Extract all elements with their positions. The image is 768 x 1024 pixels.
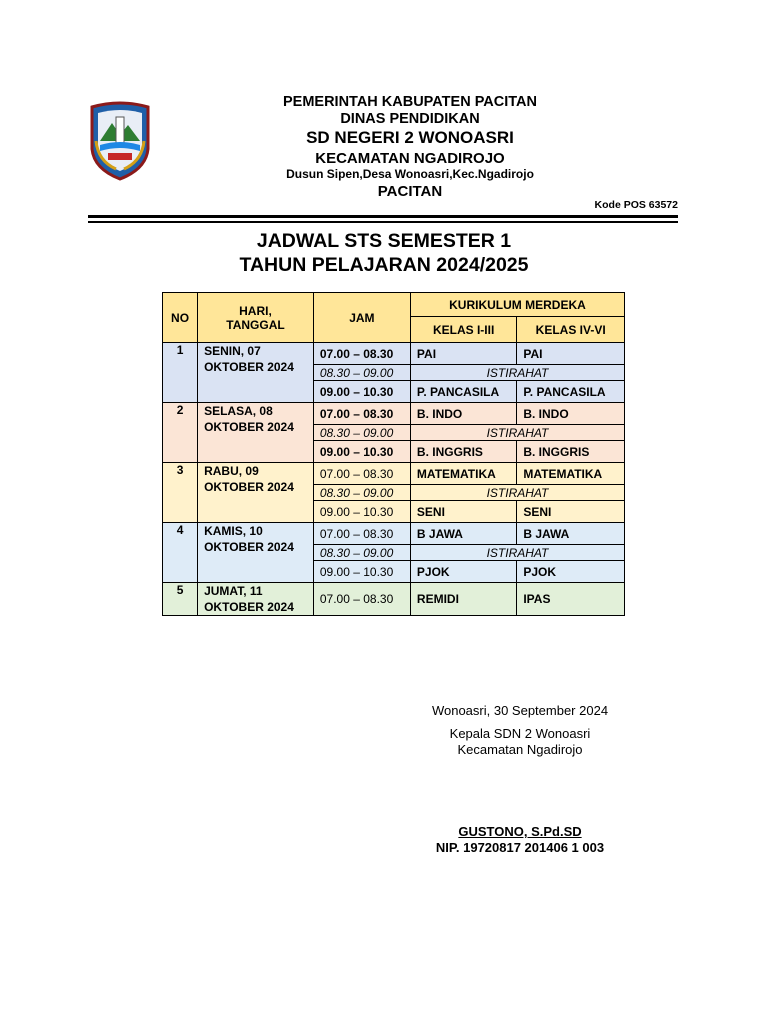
time-slot: 09.00 – 10.30 xyxy=(313,441,410,463)
header-kelas-4-6: KELAS IV-VI xyxy=(517,317,625,343)
document-title: JADWAL STS SEMESTER 1 xyxy=(256,230,512,252)
signature-role-line2: Kecamatan Ngadirojo xyxy=(457,742,583,757)
time-slot: 07.00 – 08.30 xyxy=(313,403,410,425)
time-slot: 07.00 – 08.30 xyxy=(313,463,410,485)
subject-kelas-1-3: SENI xyxy=(410,501,516,523)
kop-government-line: PEMERINTAH KABUPATEN PACITAN xyxy=(282,94,537,110)
day-month: OKTOBER 2024 xyxy=(204,420,294,434)
subject-kelas-4-6: IPAS xyxy=(517,583,625,616)
table-row xyxy=(163,463,625,485)
subject-kelas-4-6: MATEMATIKA xyxy=(517,463,625,485)
day-name: JUMAT, 11 xyxy=(204,584,263,598)
kop-agency-line: DINAS PENDIDIKAN xyxy=(340,111,480,127)
subject-kelas-1-3: B JAWA xyxy=(410,523,516,545)
subject-kelas-4-6: B. INDO xyxy=(517,403,625,425)
header-divider-thick xyxy=(88,215,678,218)
subject-kelas-1-3: P. PANCASILA xyxy=(410,381,516,403)
break-time: 08.30 – 09.00 xyxy=(313,425,410,441)
time-slot: 07.00 – 08.30 xyxy=(313,583,410,616)
day-month: OKTOBER 2024 xyxy=(204,540,294,554)
time-slot: 09.00 – 10.30 xyxy=(313,561,410,583)
kop-city-line: PACITAN xyxy=(377,183,443,200)
subject-kelas-4-6: PAI xyxy=(517,343,625,365)
subject-kelas-4-6: B. INGGRIS xyxy=(517,441,625,463)
day-month: OKTOBER 2024 xyxy=(204,600,294,614)
kop-school-name: SD NEGERI 2 WONOASRI xyxy=(306,128,514,147)
day-number: 2 xyxy=(163,403,198,463)
day-number: 5 xyxy=(163,583,198,616)
header-hari-line2: TANGGAL xyxy=(226,317,285,332)
subject-kelas-1-3: MATEMATIKA xyxy=(410,463,516,485)
day-name: SELASA, 08 xyxy=(204,404,273,418)
header-kelas-1-3: KELAS I-III xyxy=(410,317,516,343)
header-jam: JAM xyxy=(313,293,410,343)
day-date xyxy=(198,403,314,463)
day-number: 3 xyxy=(163,463,198,523)
time-slot: 09.00 – 10.30 xyxy=(313,381,410,403)
subject-kelas-1-3: B. INDO xyxy=(410,403,516,425)
signature-name: GUSTONO, S.Pd.SD xyxy=(458,824,582,839)
kabupaten-emblem-logo xyxy=(86,101,154,181)
day-date xyxy=(198,463,314,523)
day-number: 1 xyxy=(163,343,198,403)
break-label: ISTIRAHAT xyxy=(410,425,624,441)
table-row xyxy=(163,403,625,425)
signature-nip: NIP. 19720817 201406 1 003 xyxy=(435,840,605,855)
header-kurikulum: KURIKULUM MERDEKA xyxy=(410,293,624,317)
day-number: 4 xyxy=(163,523,198,583)
subject-kelas-4-6: PJOK xyxy=(517,561,625,583)
table-row xyxy=(163,583,625,616)
subject-kelas-4-6: B JAWA xyxy=(517,523,625,545)
table-row xyxy=(163,343,625,365)
break-time: 08.30 – 09.00 xyxy=(313,545,410,561)
header-divider-thin xyxy=(88,221,678,223)
subject-kelas-1-3: PAI xyxy=(410,343,516,365)
time-slot: 09.00 – 10.30 xyxy=(313,501,410,523)
day-date xyxy=(198,343,314,403)
postal-code: Kode POS 63572 xyxy=(594,199,678,211)
subject-kelas-1-3: PJOK xyxy=(410,561,516,583)
schedule-table xyxy=(162,292,625,616)
header-hari-tanggal xyxy=(198,293,314,343)
day-name: SENIN, 07 xyxy=(204,344,261,358)
header-hari-line1: HARI, xyxy=(239,303,272,318)
document-subtitle: TAHUN PELAJARAN 2024/2025 xyxy=(239,254,529,276)
day-month: OKTOBER 2024 xyxy=(204,360,294,374)
day-date xyxy=(198,583,314,616)
break-time: 08.30 – 09.00 xyxy=(313,485,410,501)
break-label: ISTIRAHAT xyxy=(410,365,624,381)
time-slot: 07.00 – 08.30 xyxy=(313,523,410,545)
day-name: RABU, 09 xyxy=(204,464,259,478)
day-date xyxy=(198,523,314,583)
signature-place-date: Wonoasri, 30 September 2024 xyxy=(431,703,609,718)
subject-kelas-4-6: P. PANCASILA xyxy=(517,381,625,403)
subject-kelas-1-3: REMIDI xyxy=(410,583,516,616)
break-time: 08.30 – 09.00 xyxy=(313,365,410,381)
subject-kelas-4-6: SENI xyxy=(517,501,625,523)
subject-kelas-1-3: B. INGGRIS xyxy=(410,441,516,463)
time-slot: 07.00 – 08.30 xyxy=(313,343,410,365)
break-label: ISTIRAHAT xyxy=(410,485,624,501)
kop-address-line: Dusun Sipen,Desa Wonoasri,Kec.Ngadirojo xyxy=(286,167,534,181)
kop-district-line: KECAMATAN NGADIROJO xyxy=(315,150,505,167)
day-month: OKTOBER 2024 xyxy=(204,480,294,494)
table-row xyxy=(163,523,625,545)
header-no: NO xyxy=(163,293,198,343)
day-name: KAMIS, 10 xyxy=(204,524,263,538)
signature-role-line1: Kepala SDN 2 Wonoasri xyxy=(449,726,591,741)
break-label: ISTIRAHAT xyxy=(410,545,624,561)
